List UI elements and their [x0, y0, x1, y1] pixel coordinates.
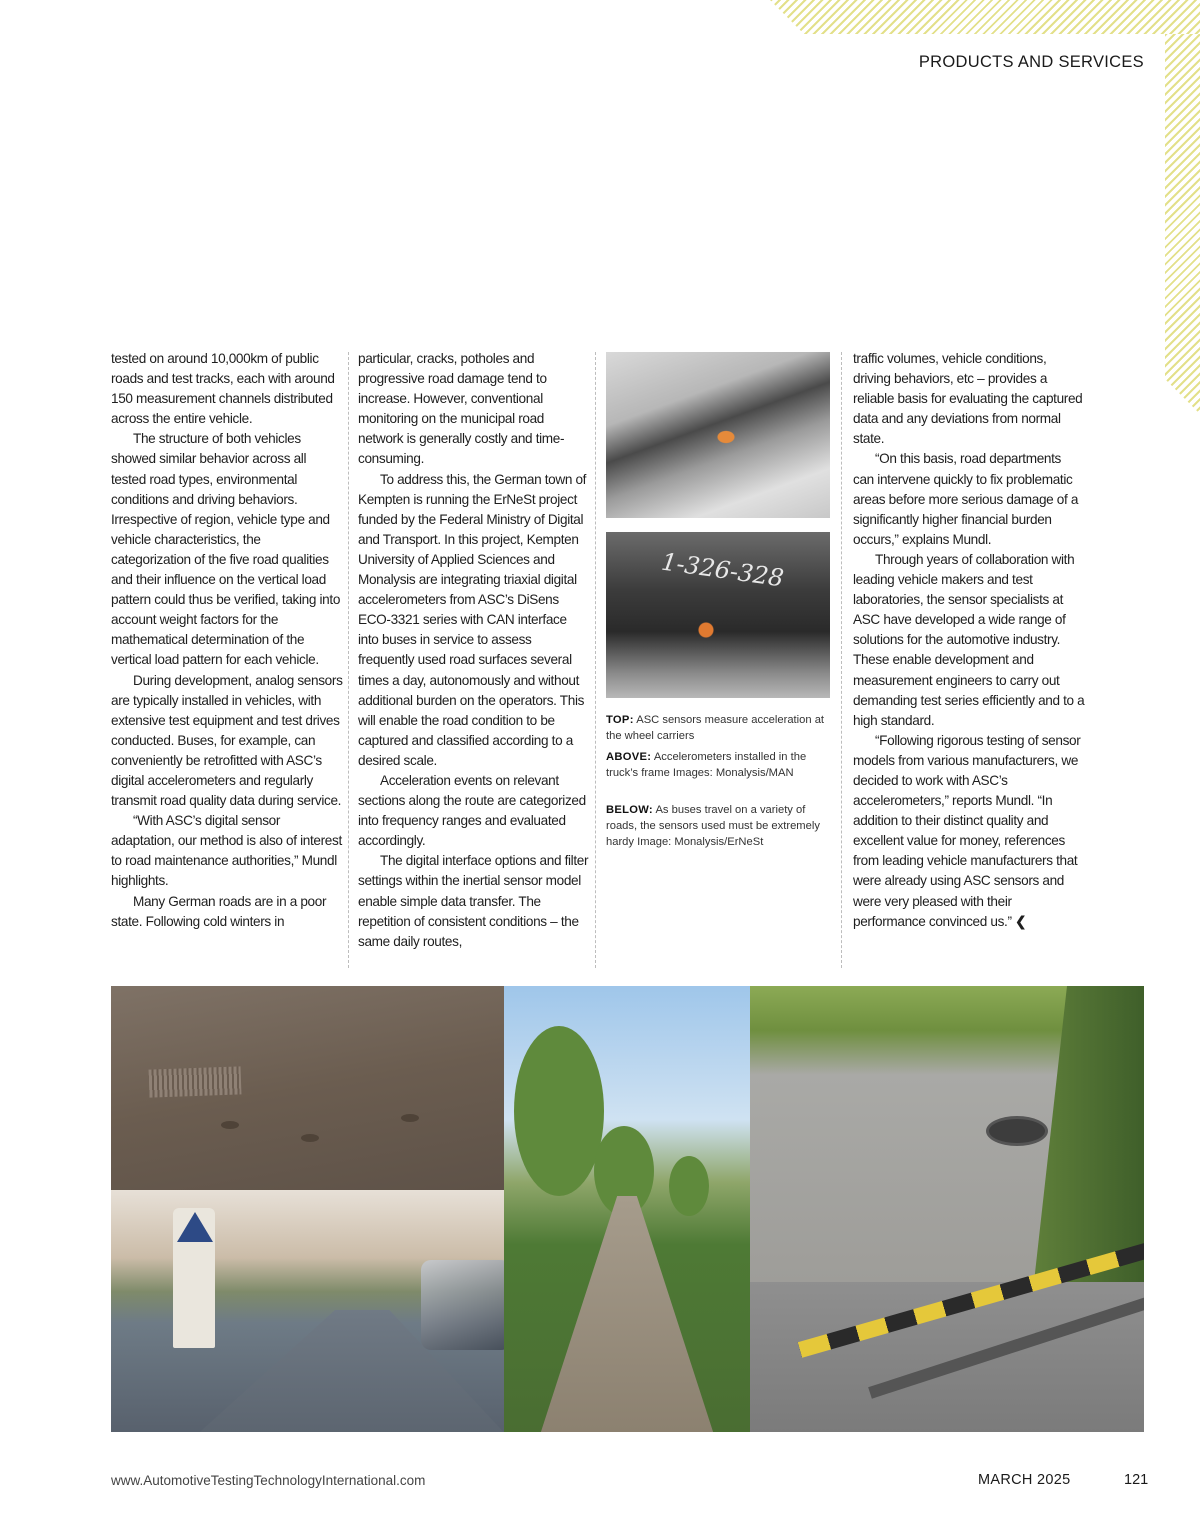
- paragraph: traffic volumes, vehicle conditions, driving behaviors, etc – provides a reliable basis for evaluating the captured data and any deviations from normal state.: [853, 351, 1083, 447]
- cobblestone-street-photo: [111, 1190, 504, 1432]
- paragraph: During development, analog sensors are typically installed in vehicles, with extensive test equipment and test drives conducted. Buses, for example, can conveniently be retrofitted with ASC’s digital accelerometers and regularly transmit road quality data during service.: [111, 672, 343, 809]
- paragraph-text: “Following rigorous testing of sensor models from various manufacturers, we decided to work with ASC’s accelerometers,” reports Mundl. “In addition to their distinct quality and excellent value for money, references from leading vehicle manufacturers that were already using ASC sensors and were very pleased with their performance convinced us.”: [853, 732, 1081, 929]
- section-title: PRODUCTS AND SERVICES: [918, 53, 1144, 71]
- damaged-asphalt-photo: [111, 986, 504, 1190]
- caption-text: Accelerometers installed in the truck’s frame Images: Monalysis/MAN: [606, 751, 807, 779]
- paragraph: “On this basis, road departments can intervene quickly to fix problematic areas before more serious damage of a significantly higher financial burden occurs,” explains Mundl.: [853, 451, 1079, 547]
- paragraph: particular, cracks, potholes and progressive road damage tend to increase. However, conventional monitoring on the municipal road network is generally costly and time-consuming.: [358, 351, 565, 467]
- paragraph: Many German roads are in a poor state. Following cold winters in: [111, 893, 327, 929]
- road-sign: [177, 1212, 213, 1242]
- hedge: [1034, 986, 1144, 1282]
- end-mark-icon: ❮: [1015, 913, 1027, 929]
- paragraph: The digital interface options and filter settings within the inertial sensor model enable simple data transfer. The repetition of consistent conditions – the same daily routes,: [358, 853, 589, 949]
- corner-hatch-decoration: [770, 0, 1200, 34]
- column-divider: [595, 352, 596, 968]
- pothole: [401, 1114, 419, 1122]
- caption-above: [606, 750, 826, 782]
- side-hatch-decoration: [1165, 34, 1200, 414]
- drain-grate: [149, 1066, 242, 1097]
- paragraph: “With ASC’s digital sensor adaptation, our method is also of interest to road maintenance authorities,” Mundl highlights.: [111, 813, 342, 889]
- chalk-marking: 1-326-328: [659, 547, 786, 593]
- paragraph: Through years of collaboration with leading vehicle makers and test laboratories, the sensor specialists at ASC have developed a wide range of solutions for the automotive industry. These enable development and measurement engineers to carry out demanding test series efficiently and to a high standard.: [853, 551, 1085, 728]
- footer-date: MARCH 2025: [978, 1472, 1071, 1488]
- paragraph: [853, 731, 1085, 932]
- paragraph: tested on around 10,000km of public roads and test tracks, each with around 150 measurement channels distributed across the entire vehicle.: [111, 351, 335, 427]
- pothole: [221, 1121, 239, 1129]
- caption-top: [606, 713, 826, 745]
- paragraph: Acceleration events on relevant sections along the route are categorized into frequency ranges and evaluated accordingly.: [358, 772, 586, 849]
- pothole: [301, 1134, 319, 1142]
- gravel-path-photo: [504, 986, 750, 1432]
- article-column-1: [111, 349, 343, 932]
- paragraph: The structure of both vehicles showed similar behavior across all tested road types, environmental conditions and driving behaviors. Irrespective of region, vehicle type and vehicle characteristics, the categorization of the five road qualities and their influence on the vertical load pattern could thus be verified, taking into account weight factors for the mathematical determination of the vertical load pattern for each vehicle.: [111, 431, 341, 668]
- gravel-path: [504, 1196, 750, 1432]
- column-divider: [348, 352, 349, 968]
- wheel-carrier-sensor-photo: [606, 352, 830, 518]
- truck-frame-accelerometer-photo: [606, 532, 830, 698]
- page-number: 121: [1124, 1472, 1149, 1488]
- article-column-2: [358, 349, 590, 952]
- column-divider: [841, 352, 842, 968]
- parked-cars: [421, 1260, 511, 1350]
- caption-label: ABOVE:: [606, 751, 652, 763]
- caption-text: As buses travel on a variety of roads, the sensors used must be extremely hardy Image: Monalysis/ErNeSt: [606, 804, 820, 848]
- caption-below: [606, 803, 826, 850]
- caption-label: TOP:: [606, 714, 634, 726]
- speed-bump-photo: [750, 1282, 1144, 1432]
- tree: [514, 1026, 604, 1196]
- caption-text: ASC sensors measure acceleration at the wheel carriers: [606, 714, 825, 742]
- road-photo-collage: [111, 986, 1144, 1432]
- concrete-road-photo: [750, 986, 1144, 1282]
- article-column-4: [853, 349, 1085, 932]
- caption-label: BELOW:: [606, 804, 653, 816]
- paragraph: To address this, the German town of Kempten is running the ErNeSt project funded by the Federal Ministry of Digital and Transport. In this project, Kempten University of Applied Sciences and Monalysis are integrating triaxial digital accelerometers from ASC’s DiSens ECO-3321 series with CAN interface into buses in service to assess frequently used road surfaces several times a day, autonomously and without additional burden on the operators. This will enable the road condition to be captured and classified according to a desired scale.: [358, 471, 587, 768]
- tree: [669, 1156, 709, 1216]
- footer-url: www.AutomotiveTestingTechnologyInternational.com: [111, 1473, 426, 1488]
- manhole-cover: [986, 1116, 1048, 1146]
